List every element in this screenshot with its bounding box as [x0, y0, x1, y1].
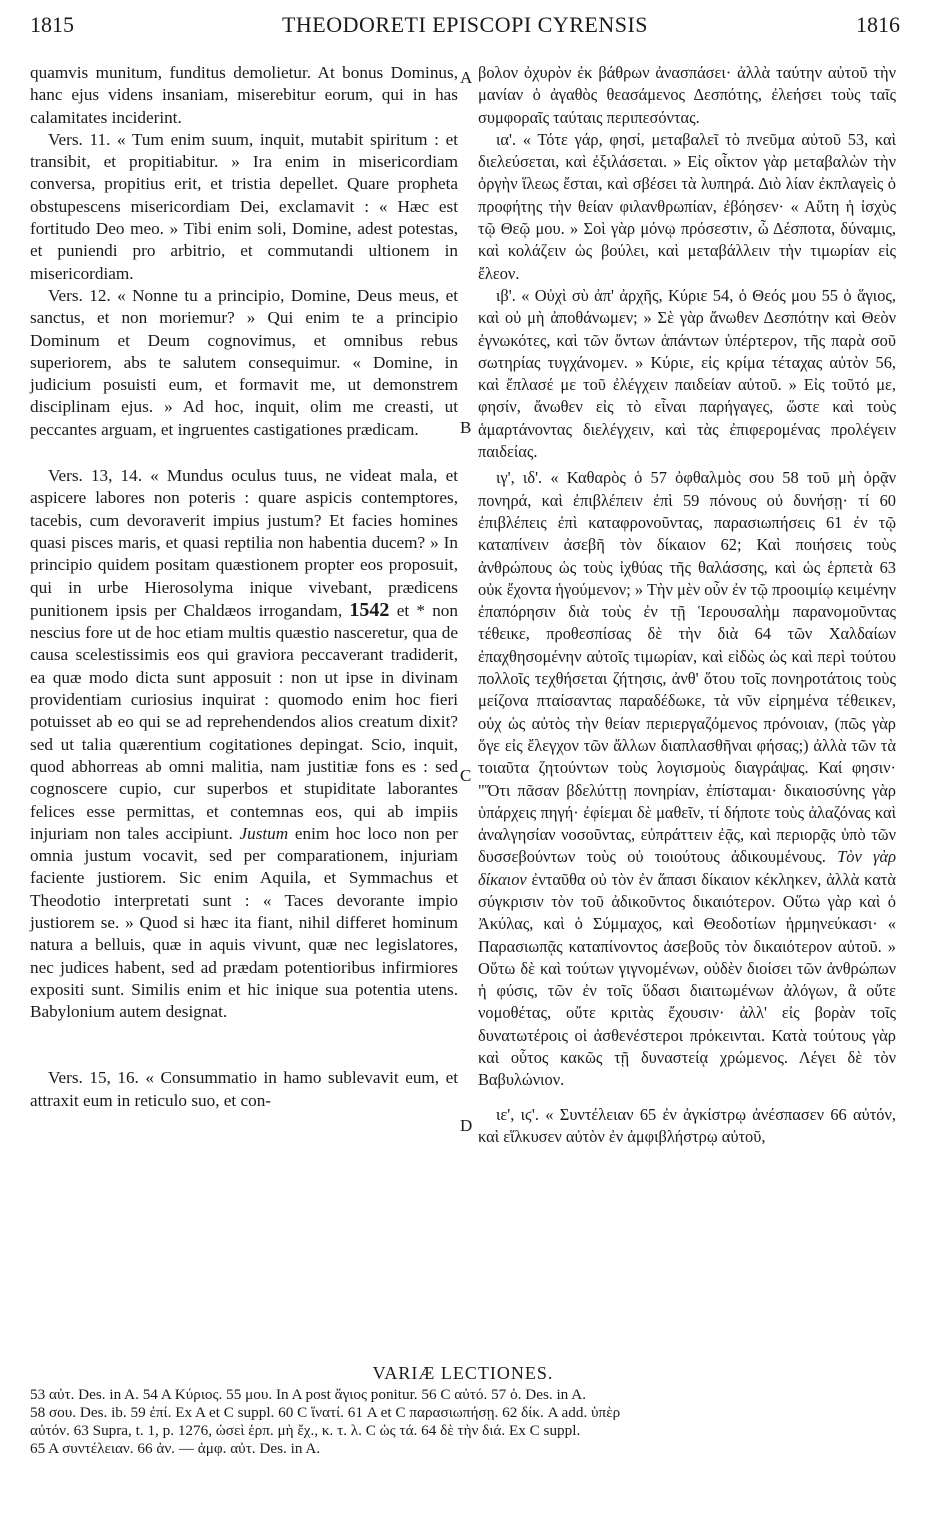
page-number-left: 1815 [30, 12, 74, 37]
running-header [30, 12, 900, 48]
spacer [30, 441, 458, 465]
page-number-right: 1816 [856, 12, 900, 37]
variae-line: 58 σου. Des. ib. 59 ἐπί. Ex A et C suppl. 60 C ἵνατί. 61 A et C παρασιωπήσῃ. 62 δίκ. A add. ὑπὲρ [30, 1404, 621, 1421]
spacer [478, 1092, 896, 1104]
latin-italic: Justum [239, 823, 289, 843]
margin-letter-c: C [460, 766, 472, 785]
greek-paragraph: ιβ'. « Οὐχὶ σὺ ἀπ' ἀρχῆς, Κύριε 54, ὁ Θεός μου 55 ὁ ἅγιος, καὶ οὐ μὴ ἀποθάνωμεν; » Σὲ γὰρ ἄνωθεν Δεσπότην καὶ Θεὸν ἐγνωκότες, καὶ τῶν ὄντων ἁπάντων ὑπέρτερον, τῆς παρὰ σοῦ σωτηρίας τυγχάνομεν. » Κύριε, εἰς κρίμα τέταχας αὐτὸν 56, καὶ ἔπλασέ με τοῦ ἐλέγχειν παιδείαν αὐτοῦ. » Εἰς τοῦτό με, φησίν, ἄνωθεν εἰς τὸ εἶναι παρήγαγες, ὥστε καὶ τοὺς ἁμαρτάνοντας διελέγχειν, καὶ τὰς ἐπιφερομένας προλέγειν παιδείας. [478, 285, 896, 462]
greek-paragraph: βολον ὀχυρὸν ἐκ βάθρων ἀνασπάσει· ἀλλὰ ταύτην αὐτοῦ τὴν μανίαν ὁ ἀγαθὸς θεασάμενος Δεσπότης, ἐλεήσει τοὺς ταῖς συμφοραῖς ταύταις περιπεσόντας. [478, 63, 896, 127]
column-number: 1542 [349, 598, 390, 621]
variae-heading: VARIÆ LECTIONES. [372, 1363, 554, 1383]
latin-text: et * non nescius fore ut de hoc etiam multis quæstio nasceretur, qua de causa scelestissimis eos qui graviora peccaverant tradiderit, ea quæ modo dicta sunt apposuit : non ut ipse in divinam providentiam curiosius inquirat : quomodo enim hoc fieri potuisset ab eo qui se ad reprehendendos alios creatum dixit? sed ut talia quærentium cogitationes depingat. Scio, inquit, quod abhorreas ab omni malitia, nam justitiæ fons es : sed cognoscere cupio, cur superbos et stupiditate laborantes felices esse permittas, et contemnas eos, qui ab impiis injuriam non tales accipiunt. [30, 600, 458, 843]
greek-text: ἐνταῦθα οὐ τὸν ἐν ἅπασι δίκαιον κέκληκεν, ἀλλὰ κατὰ σύγκρισιν τὸν τοῦ ἀδικοῦντος δικαιότερον. Οὕτω γὰρ καὶ ὁ Ἀκύλας, καὶ ὁ Σύμμαχος, καὶ Θεοδοτίων ἡρμηνεύκασι· « Παρασιωπᾷς καταπίνοντος ἀσεβοῦς τὸν δικαιότερον αὐτοῦ. » Οὕτω δὲ καὶ τούτων γιγνομένων, οὐδὲν διοίσει τῶν ἀνθρώπων ἡ φύσις, τῶν ἐν τοῖς ὕδασι διαιτωμένων ἀλόγων, ἃ οὔτε νομοθέτας, οὔτε κριτὰς ἔχουσιν· ἀλλ' εἰς βορὰν τοῖς δυνατωτέροις οἱ ἀσθενέστεροι πρόκεινται. Κατὰ τούτους γὰρ καὶ οὗτος κακῶς τῇ δυναστείᾳ χρώμενος. Λέγει δὲ τὸν Βαβυλώνιον. [478, 869, 896, 1090]
latin-paragraph: Vers. 15, 16. « Consummatio in hamo sublevavit eum, et attraxit eum in reticulo suo, et con- [30, 1068, 458, 1110]
latin-text: Vers. 13, 14. « Mundus oculus tuus, ne videat mala, et aspicere labores non poteris : quare aspicis contemptores, tacebis, cum devoraverit impius justum? Et facies homines quasi pisces maris, et quasi reptilia non habentia ducem? » In principio quidem positam quæstionem propter eos proposuit, qui in urbe Hierosolyma inique vivebant, prædicens punitionem ipsis per Chaldæos irrogandam, [30, 466, 458, 620]
latin-paragraph [30, 465, 458, 1023]
greek-paragraph [478, 467, 896, 1091]
running-title: THEODORETI EPISCOPI CYRENSIS [281, 12, 649, 37]
latin-paragraph: Vers. 12. « Nonne tu a principio, Domine, Deus meus, et sanctus, et non moriemur? » Qui enim te a principio Dominum et Deum cognovimus, et omnibus rebus superiorem, abs te salutem consequimur. « Domine, in judicium posuisti eum, et formavit me, ut demonstrem disciplinam ejus. » Ad hoc, inquit, olim me creasti, ut peccantes arguam, et ingruentes castigationes prædicam. [30, 285, 458, 439]
latin-column [30, 62, 458, 1112]
latin-paragraph: quamvis munitum, funditus demolietur. At bonus Dominus, hanc ejus videns insaniam, miserebitur eorum, qui in has calamitates inciderint. [30, 63, 458, 127]
latin-paragraph: Vers. 11. « Tum enim suum, inquit, mutabit spiritum : et transibit, et propitiabitur. » Ira enim in misericordiam conversa, propitius erit, et tristia depellet. Quare propheta obstupescens misericordiam Dei, exclamavit : « Hæc est fortitudo Deo meo. » Tibi enim soli, Domine, adest potestas, et puniendi pro arbitrio, et commutandi ultionem in misericordiam. [30, 129, 458, 283]
margin-letter-d: D [460, 1116, 473, 1135]
greek-text: ιγ', ιδ'. « Καθαρὸς ὁ 57 ὀφθαλμὸς σου 58 τοῦ μὴ ὁρᾷν πονηρά, καὶ ἐπιβλέπειν ἐπὶ 59 πόνους οὐ δυνήσῃ· τί 60 ἐπιβλέπεις ἐπὶ καταφρονοῦντας, παρασιωπήσεις 61 ἐν τῷ καταπίνειν ἀσεβῆ τὸν δίκαιον 62; Καὶ ποιήσεις τοὺς ἀνθρώπους ὡς τοὺς ἰχθύας τῆς θαλάσσης, καὶ ὡς ἑρπετὰ 63 οὐκ ἔχοντα ἡγούμενον; » Τὴν μὲν οὖν ἐν τῷ προοιμίῳ κειμένην ἐπαπόρησιν διὰ τοὺς ἐν τῇ Ἱερουσαλὴμ παρανομοῦντας τέθεικε, προθεσπίσας δὲ τὴν διὰ 64 τῶν Χαλδαίων ἐπαχθησομένην αὐτοῖς τιμωρίαν, καὶ εἰδὼς ὡς καὶ περὶ τούτου πολλοῖς τεχθήσεται ζήτησις, ἀνθ' ὅτου τοῖς πονηροτάτοις τοὺς μείζονα πταίσαντας παραδέδωκε, τὰ νῦν εἰρημένα τέθεικεν, οὐχ ὡς αὐτὸς τὴν θείαν περιεργαζόμενος πρόνοιαν, (πῶς γὰρ ὅγε εἰς ἔλεγχον τῶν ἄλλων διαπλασθῆναι φήσας;) ἀλλὰ τῶν τὰ τοιαῦτα ζητούντων τοὺς λογισμοὺς διαγράψας. Καί φησιν· "Ὅτι πᾶσαν βδελύττῃ πονηρίαν, ἐπίσταμαι· δικαιοσύνης γὰρ ὑπάρχεις πηγή· ἐφίεμαι δὲ μαθεῖν, τί δήποτε τοὺς ἀλαζόνας καὶ ἀναλγησίαν νοσοῦντας, εὐπράττειν ἐᾷς, καὶ περιορᾷς ὑπὸ τῶν δυσσεβούντων τοὺς οὐ τοιούτους ἀδικουμένους. [478, 468, 896, 867]
latin-text: enim hoc loco non per omnia justum vocavit, sed per comparationem, injuriam faciente justiorem. Sic enim Aquila, et Symmachus et Theodotio interpretati sunt : « Taces devorante impio justiorem se. » Quod si hæc ita fiant, nihil differet hominum natura a belluis, quæ in aquis vivunt, quæ nec legislatores, nec judices habent, sed ad prædam potentioribus infirmiores expositi sunt. Similis enim et hic inique sua potentia utens. Babylonium autem designat. [30, 823, 458, 1022]
margin-letter-a: A [460, 68, 473, 87]
variae-line: αὐτόν. 63 Supra, t. 1, p. 1276, ὡσεὶ ἑρπ. μὴ ἔχ., κ. τ. λ. C ὡς τά. 64 δὲ τὴν διά. Ex C suppl. [30, 1422, 581, 1439]
greek-paragraph: ια'. « Τότε γάρ, φησί, μεταβαλεῖ τὸ πνεῦμα αὐτοῦ 53, καὶ διελεύσεται, καὶ ἐξιλάσεται. » Εἰς οἶκτον γὰρ μεταβαλὼν τὴν ὀργὴν ἵλεως ἔσται, καὶ σβέσει τὰ λυπηρά. Διὸ λίαν ἐκπλαγεὶς ὁ προφήτης τὴν θείαν φιλανθρωπίαν, ἐβόησεν· « Αὕτη ἡ ἰσχὺς τῷ Θεῷ μου. » Σοὶ γὰρ μόνῳ πρόσεστιν, ὦ Δέσποτα, δύναμις, καὶ κολάζειν ὡς βούλει, καὶ μεταβάλλειν τὴν τιμωρίαν εἰς ἔλεον. [478, 129, 896, 283]
variae-line: 65 A συντέλειαν. 66 ἀν. — ἀμφ. αὐτ. Des. in A. [30, 1440, 321, 1457]
margin-letter-b: B [460, 418, 472, 437]
greek-column [478, 62, 896, 1148]
spacer [30, 1023, 458, 1067]
variae-line: 53 αὐτ. Des. in A. 54 A Κύριος. 55 μου. In A post ἅγιος ponitur. 56 C αὐτό. 57 ὁ. Des. in A. [30, 1386, 587, 1403]
greek-italic: Τὸν γὰρ δίκαιον [478, 847, 896, 889]
variae-lectiones [30, 1386, 900, 1458]
greek-paragraph: ιε', ιϛ'. « Συντέλειαν 65 ἐν ἀγκίστρῳ ἀνέσπασεν 66 αὐτόν, καὶ εἵλκυσεν αὐτὸν ἐν ἀμφιβλήστρῳ αὐτοῦ, [478, 1104, 896, 1146]
